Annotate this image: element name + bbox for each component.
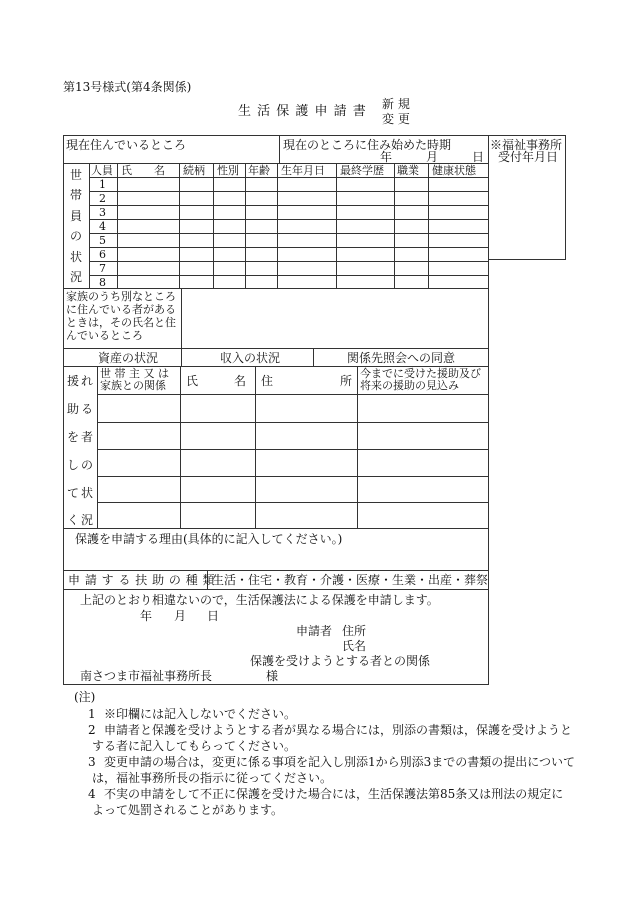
note-3-num: 3 [88,755,96,769]
note-2-text: 申請者と保護を受けようとする者が異なる場合には，別添の書類は，保護を受けようと [104,723,573,737]
note-2-cont: する者に記入してもらってください。 [92,739,297,753]
support-side-7: し [67,458,80,472]
row-number-1: 1 [99,178,106,191]
col-occupation: 職業 [397,164,419,177]
support-side-9: て [67,486,80,500]
note-4-num: 4 [88,787,96,801]
notes-heading: (注) [74,690,96,704]
note-3-text: 変更申請の場合は，変更に係る事項を記入し別添1から別添3までの書類の提出について [104,755,576,769]
col-members: 人員 [91,164,113,177]
row-number-3: 3 [99,206,106,219]
col-support-address-a: 住 [261,374,274,388]
applicant-name-label: 氏名 [342,639,367,653]
page-title: 生 活 保 護 申 請 書 [238,104,367,119]
kinds-value: 生活・住宅・教育・介護・医療・生業・出産・葬祭 [212,573,489,587]
note-3-cont: は，福祉事務所長の指示に従ってください。 [92,771,333,785]
note-1-num: 1 [88,707,96,721]
support-side-1: 援 [67,374,80,388]
note-1-text: ※印欄には記入しないでください。 [104,707,297,721]
moved-in-label: 現在のところに住み始めた時期 [283,138,452,152]
row-number-4: 4 [99,220,106,233]
applicant-label: 申請者 [296,624,333,638]
household-side-label-3: 員 [70,209,83,223]
col-age: 年齢 [248,164,270,177]
col-relation: 続柄 [183,164,205,177]
reason-label: 保護を申請する理由(具体的に記入してください。) [75,532,343,546]
support-side-3: 助 [67,402,80,416]
row-number-5: 5 [99,234,106,247]
col-sex: 性別 [217,164,239,177]
applicant-address-label: 住所 [342,624,367,638]
consent-label: 関係先照会への同意 [347,351,456,365]
moved-in-month: 月 [426,150,439,164]
note-4-cont: よって処罰されることがあります。 [92,803,284,817]
household-side-label-4: の [70,229,83,243]
col-head-relation: 世 帯 主 又 は 家族との関係 [100,367,169,392]
support-side-8: の [81,458,94,472]
declaration-month: 月 [174,609,187,623]
office-note-date: 受付年月日 [498,150,559,164]
row-number-2: 2 [99,192,106,205]
col-support-received: 今までに受けた援助及び将来の援助の見込み [360,367,481,392]
recipient-label: 南さつま市福祉事務所長 [80,669,213,683]
support-side-12: 況 [81,513,94,527]
moved-in-year: 年 [380,150,393,164]
note-2-num: 2 [88,723,96,737]
col-name: 氏 名 [121,164,165,177]
support-side-4: る [81,402,94,416]
household-side-label-6: 況 [70,270,83,284]
support-side-10: 状 [81,486,94,500]
col-support-address-b: 所 [340,374,353,388]
support-side-11: く [67,513,80,527]
declaration-text: 上記のとおり相違ないので，生活保護法による保護を申請します。 [80,593,439,607]
col-birthdate: 生年月日 [281,164,325,177]
support-side-2: れ [81,374,94,388]
change-label: 変 更 [382,112,410,126]
kinds-label: 申 請 す る 扶 助 の 種 類 [68,573,216,587]
declaration-year: 年 [140,609,153,623]
office-note: ※福祉事務所 [490,138,563,152]
col-education: 最終学歴 [340,164,384,177]
household-side-label-2: 帯 [70,188,83,202]
household-side-label-5: 状 [70,250,83,264]
support-side-6: 者 [81,430,94,444]
recipient-honorific: 様 [266,669,279,683]
current-address-label: 現在住んでいるところ [66,138,187,152]
moved-in-day: 日 [472,150,485,164]
assets-label: 資産の状況 [98,351,159,365]
new-label: 新 規 [382,97,410,111]
declaration-day: 日 [207,609,220,623]
row-number-7: 7 [99,262,106,275]
applicant-relation-label: 保護を受けようとする者との関係 [250,654,431,668]
row-number-6: 6 [99,248,106,261]
household-side-label-1: 世 [70,168,83,182]
row-number-8: 8 [99,276,106,289]
col-health: 健康状態 [432,164,476,177]
form-number: 第13号様式(第4条関係) [63,80,192,94]
support-side-5: を [67,430,80,444]
income-label: 収入の状況 [220,351,281,365]
col-support-name: 氏 名 [186,374,247,388]
separate-family-label: 家族のうち別なところに住んでいる者があるときは，その氏名と住んでいるところ [66,290,176,342]
note-4-text: 不実の申請をして不正に保護を受けた場合には，生活保護法第85条又は刑法の規定に [104,787,564,801]
